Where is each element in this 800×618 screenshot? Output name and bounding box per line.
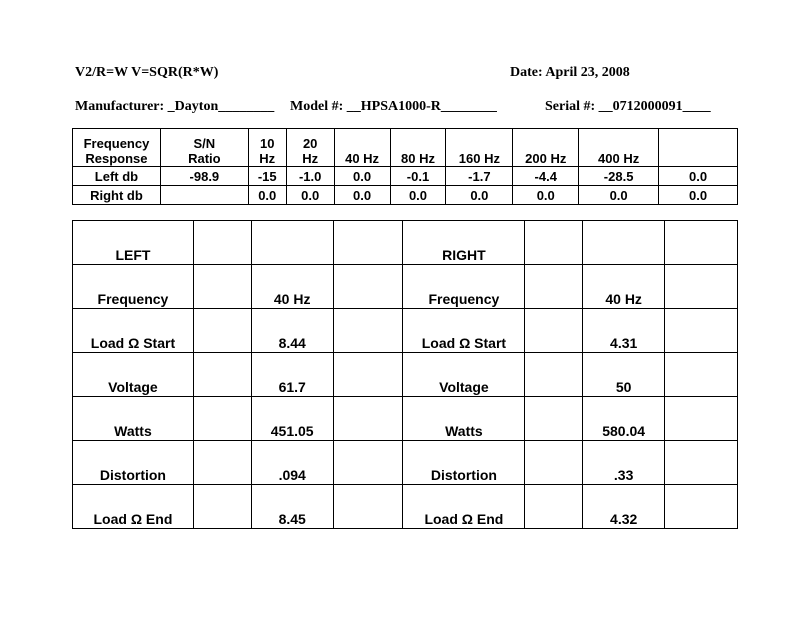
freq-row-label: Right db [73,186,161,205]
freq-header-line: 400 Hz [598,151,640,166]
measurement-value [193,353,251,397]
measurement-value [665,485,738,529]
measurement-value: 40 Hz [251,265,333,309]
measurement-value [193,397,251,441]
freq-header-cell [390,129,446,167]
freq-value-cell: 0.0 [579,186,659,205]
freq-value-cell: 0.0 [390,186,446,205]
measurement-row [73,221,738,265]
freq-value-cell: -15 [248,167,286,186]
measurement-value: 4.32 [583,485,665,529]
freq-header-line: Ratio [188,151,221,166]
model-value: __HPSA1000-R________ [346,99,497,114]
freq-header-line: Response [85,151,148,166]
measurement-label: Load Ω Start [73,309,194,353]
freq-header-line [335,136,390,151]
measurement-row [73,441,738,485]
manufacturer-value: _Dayton________ [167,99,275,114]
manufacturer-label: Manufacturer: [75,99,168,114]
measurement-value [665,441,738,485]
measurement-row [73,397,738,441]
measurement-label: Load Ω End [73,485,194,529]
measurement-value [333,397,403,441]
measurement-label: Load Ω End [403,485,525,529]
freq-value-cell: 0.0 [659,167,738,186]
freq-value-cell: -28.5 [579,167,659,186]
freq-header-line [659,151,737,166]
manufacturer-line [75,99,274,115]
freq-data-row [73,167,738,186]
measurement-value: 61.7 [251,353,333,397]
freq-header-cell [334,129,390,167]
measurement-value [193,441,251,485]
measurement-value [333,221,403,265]
freq-value-cell: -0.1 [390,167,446,186]
measurement-row [73,265,738,309]
serial-label: Serial #: [545,99,599,114]
freq-value-cell: -4.4 [513,167,579,186]
freq-data-row [73,186,738,205]
measurement-value: 40 Hz [583,265,665,309]
freq-header-line [513,136,578,151]
measurement-value [193,265,251,309]
freq-value-cell [160,186,248,205]
measurement-value [665,265,738,309]
measurement-value [525,265,583,309]
freq-header-row [73,129,738,167]
measurement-value [333,441,403,485]
freq-value-cell: -1.7 [446,167,513,186]
freq-header-cell [286,129,334,167]
measurement-label: Frequency [73,265,194,309]
freq-value-cell: 0.0 [446,186,513,205]
freq-value-cell: -98.9 [160,167,248,186]
freq-header-line: 20 [302,136,318,151]
measurement-value: 580.04 [583,397,665,441]
freq-header-cell [446,129,513,167]
measurement-value [333,265,403,309]
measurement-row [73,485,738,529]
measurement-label: Frequency [403,265,525,309]
freq-header-line: 10 [260,136,275,151]
measurement-label: Load Ω Start [403,309,525,353]
freq-header-line: 40 Hz [345,151,380,166]
measurement-value [525,441,583,485]
freq-header-cell [160,129,248,167]
freq-header-cell [579,129,659,167]
model-line [290,99,497,115]
freq-header-line: S/N [193,136,216,151]
measurement-label: RIGHT [403,221,525,265]
measurement-label: Watts [403,397,525,441]
measurement-label: Distortion [403,441,525,485]
measurement-value [525,353,583,397]
measurement-value [525,485,583,529]
freq-header-line: 200 Hz [525,151,567,166]
measurement-value [193,221,251,265]
freq-value-cell: 0.0 [334,167,390,186]
measurement-value [525,397,583,441]
freq-header-cell [513,129,579,167]
measurement-value [251,221,333,265]
freq-row-label: Left db [73,167,161,186]
measurement-value: .094 [251,441,333,485]
freq-header-cell [73,129,161,167]
date-text: Date: April 23, 2008 [510,65,630,80]
freq-header-cell [248,129,286,167]
freq-value-cell: 0.0 [659,186,738,205]
measurement-value [193,309,251,353]
freq-value-cell: 0.0 [334,186,390,205]
measurement-label: Watts [73,397,194,441]
measurement-value [525,221,583,265]
measurement-label: Voltage [403,353,525,397]
measurement-value [193,485,251,529]
measurement-value [665,397,738,441]
measurement-value [525,309,583,353]
freq-header-line [659,136,737,151]
serial-value: __0712000091____ [598,99,711,114]
freq-header-cell [659,129,738,167]
measurement-value: .33 [583,441,665,485]
freq-header-line [446,136,512,151]
measurement-table [72,220,738,529]
measurement-label: Voltage [73,353,194,397]
measurement-value: 451.05 [251,397,333,441]
freq-header-line: 80 Hz [401,151,435,166]
measurement-value: 8.44 [251,309,333,353]
measurement-value [333,485,403,529]
freq-value-cell: 0.0 [513,186,579,205]
measurement-value [665,309,738,353]
measurement-value [333,309,403,353]
freq-header-line: Hz [259,151,276,166]
measurement-value [665,353,738,397]
measurement-row [73,353,738,397]
freq-header-line [579,136,658,151]
measurement-value: 8.45 [251,485,333,529]
measurement-row [73,309,738,353]
freq-header-line [391,136,446,151]
measurement-value [583,221,665,265]
measurement-value: 50 [583,353,665,397]
measurement-label: Distortion [73,441,194,485]
freq-value-cell: -1.0 [286,167,334,186]
serial-line [545,99,711,115]
formula-text: V2/R=W V=SQR(R*W) [75,65,219,80]
measurement-label: LEFT [73,221,194,265]
freq-header-line: Hz [302,151,319,166]
measurement-value: 4.31 [583,309,665,353]
freq-value-cell: 0.0 [286,186,334,205]
freq-value-cell: 0.0 [248,186,286,205]
freq-header-line: Frequency [83,136,150,151]
frequency-response-table [72,128,738,205]
model-label: Model #: [290,99,347,114]
measurement-value [333,353,403,397]
freq-header-line: 160 Hz [458,151,500,166]
measurement-value [665,221,738,265]
